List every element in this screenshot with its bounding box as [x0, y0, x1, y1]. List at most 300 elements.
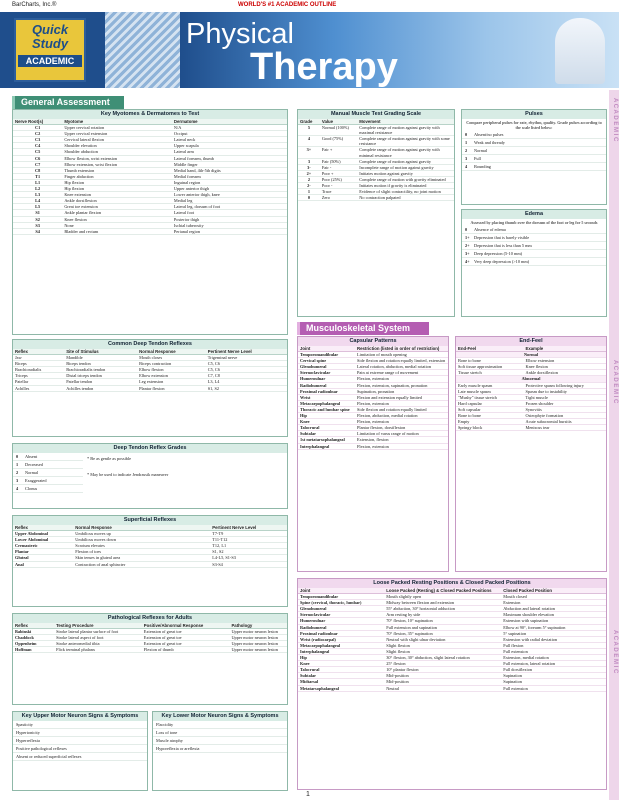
- table-row: [298, 125, 454, 136]
- table-cell: C6: [13, 155, 62, 161]
- table-cell: C5: [13, 149, 62, 155]
- col-header: Site of Stimulus: [64, 349, 137, 355]
- table-cell: Extension with radial deviation: [501, 636, 606, 642]
- table-cell: Patellar: [13, 379, 64, 385]
- table-cell: C4: [13, 143, 62, 149]
- table-cell: Patellar tendon: [64, 379, 137, 385]
- table-cell: Lateral rotation, abduction, medial rotation: [355, 364, 448, 370]
- table-cell: Flexion, extension: [355, 400, 448, 406]
- title-line2: Therapy: [250, 46, 398, 88]
- table-cell: Full extension: [501, 685, 606, 691]
- table-cell: Flexion, abduction, medial rotation: [355, 413, 448, 419]
- table-cell: T12, L1: [210, 543, 287, 549]
- table-cell: Plantar flexion: [137, 385, 206, 391]
- table-cell: Elbow at 90°, forearm 5° supination: [501, 624, 606, 630]
- myotomes-table: [13, 119, 287, 235]
- pathological-body: [13, 629, 287, 653]
- table-cell: Proximal radioulnar: [298, 630, 384, 636]
- table-cell: Wrist (radiocarpal): [298, 636, 384, 642]
- table-cell: Lateral arm: [172, 149, 287, 155]
- table-cell: Stroke lateral plantar surface of foot: [54, 629, 142, 635]
- side-strip: [609, 90, 619, 800]
- table-cell: Ankle dorsiflexion: [524, 370, 607, 376]
- dtr-grades-title: Deep Tendon Reflex Grades: [13, 444, 287, 453]
- table-cell: Mouth closed: [501, 594, 606, 600]
- table-row: [13, 228, 287, 234]
- list-item: [13, 477, 83, 485]
- table-cell: Mouth slightly open: [384, 594, 501, 600]
- table-cell: Limitation of varus range of motion: [355, 431, 448, 437]
- col-header: Example: [524, 346, 607, 352]
- table-cell: 0: [298, 195, 320, 201]
- list-item-text: Normal: [474, 148, 488, 153]
- list-item-key: 1+: [465, 235, 470, 240]
- table-cell: Incomplete range of motion against gravity: [357, 164, 454, 170]
- table-cell: Complete range of motion against gravity: [357, 158, 454, 164]
- list-item-text: Deep depression (5-10 mm): [474, 251, 523, 256]
- table-cell: Flexion of toes: [73, 549, 210, 555]
- table-cell: Initiates motion against gravity: [357, 170, 454, 176]
- table-cell: Lower anterior thigh, knee: [172, 192, 287, 198]
- col-header: Movement: [357, 119, 454, 125]
- table-cell: Glenohumeral: [298, 606, 384, 612]
- table-cell: S1, S2: [210, 549, 287, 555]
- table-cell: Flexion, extension: [355, 376, 448, 382]
- table-cell: Full extension: [501, 648, 606, 654]
- table-cell: Flexion and extension equally limited: [355, 394, 448, 400]
- table-cell: Trace: [320, 189, 357, 195]
- table-cell: Tissue stretch: [456, 370, 524, 376]
- table-cell: Hip: [298, 413, 355, 419]
- table-cell: C7: [13, 161, 62, 167]
- table-cell: C8: [13, 167, 62, 173]
- table-cell: N/A: [172, 125, 287, 131]
- table-cell: Metacarpophalangeal: [298, 400, 355, 406]
- table-cell: Anal: [13, 561, 73, 567]
- table-cell: Arm resting by side: [384, 612, 501, 618]
- dtr-grades-note2: * May be used to indicate Jendrassik maneuver: [87, 472, 169, 477]
- dtr-body: [13, 355, 287, 392]
- table-cell: Pain at extreme range of movement: [355, 370, 448, 376]
- table-cell: 10° plantar flexion: [384, 667, 501, 673]
- list-item: [13, 469, 83, 477]
- list-item-text: Exaggerated: [25, 478, 47, 483]
- table-cell: Osteophyte formation: [524, 413, 607, 419]
- table-cell: T7-T9: [210, 531, 287, 537]
- table-cell: S1, S2: [206, 385, 287, 391]
- table-cell: Wrist: [298, 394, 355, 400]
- table-cell: Mandible: [64, 355, 137, 361]
- list-item: [13, 485, 83, 493]
- table-cell: 3: [298, 158, 320, 164]
- col-header: Nerve Root(s): [13, 119, 62, 125]
- table-cell: S4: [13, 228, 62, 234]
- table-cell: C5, C6: [206, 367, 287, 373]
- superficial-box: [12, 515, 288, 607]
- table-cell: Fair (50%): [320, 158, 357, 164]
- table-cell: Upper cervical rotation: [62, 125, 172, 131]
- table-cell: Thoracic and lumbar spine: [298, 406, 355, 412]
- col-header: Normal Response: [73, 525, 210, 531]
- table-cell: Fair +: [320, 147, 357, 158]
- page-number: 1: [306, 791, 310, 798]
- table-row: [298, 443, 448, 449]
- table-cell: Medial forearm: [172, 173, 287, 179]
- table-cell: "Mushy" tissue stretch: [456, 394, 524, 400]
- col-header: Reflex: [13, 349, 64, 355]
- table-cell: Ankle plantar flexion: [62, 210, 172, 216]
- list-item-key: 4: [465, 164, 468, 169]
- table-cell: Spasm due to instability: [524, 388, 607, 394]
- table-cell: S3: [13, 222, 62, 228]
- table-cell: Mouth closes: [137, 355, 206, 361]
- table-row: [13, 385, 287, 391]
- table-cell: 1: [298, 189, 320, 195]
- list-item: Hyperreflexia: [13, 737, 147, 745]
- col-header: Joint: [298, 346, 355, 352]
- logo-study: Study: [31, 36, 69, 51]
- table-cell: Evidence of slight contractility, no joint motion: [357, 189, 454, 195]
- table-cell: Slight flexion: [384, 642, 501, 648]
- col-header: Pertinent Nerve Level: [206, 349, 287, 355]
- table-cell: Knee flexion: [62, 216, 172, 222]
- table-cell: L2: [13, 186, 62, 192]
- table-row: [298, 358, 448, 364]
- list-item-text: Bounding: [474, 164, 491, 169]
- table-cell: Achilles: [13, 385, 64, 391]
- side-word: A C A D E M I C: [612, 98, 618, 142]
- mmt-body: [298, 125, 454, 201]
- table-cell: C1: [13, 125, 62, 131]
- table-cell: Elbow extension: [137, 373, 206, 379]
- table-cell: Spine (cervical, thoracic, lumbar): [298, 600, 384, 606]
- table-row: [298, 189, 454, 195]
- table-cell: C2: [13, 131, 62, 137]
- table-row: [298, 136, 454, 147]
- list-item-text: Clonus: [25, 486, 38, 491]
- table-row: [298, 364, 448, 370]
- pulses-box: [461, 109, 607, 205]
- col-header: Reflex: [13, 525, 73, 531]
- list-item-key: 4: [16, 486, 19, 491]
- packed-table: [298, 588, 606, 692]
- list-item: Absent or reduced superficial reflexes: [13, 753, 147, 761]
- table-cell: Inguinal region: [172, 179, 287, 185]
- umn-list: [13, 721, 147, 761]
- table-cell: Midtarsal: [298, 679, 384, 685]
- list-item: [462, 131, 606, 139]
- table-cell: Radiohumeral: [298, 624, 384, 630]
- table-cell: Perianal region: [172, 228, 287, 234]
- table-cell: Upper anterior thigh: [172, 186, 287, 192]
- table-cell: Biceps: [13, 361, 64, 367]
- lmn-list: [153, 721, 287, 753]
- dtr-grades-box: [12, 443, 288, 509]
- table-cell: Knee extension: [62, 192, 172, 198]
- banner-pattern: [105, 12, 180, 88]
- col-header: Joint: [298, 588, 384, 594]
- table-cell: Brachioradialis: [13, 367, 64, 373]
- table-cell: S1: [13, 210, 62, 216]
- umn-box: [12, 711, 148, 791]
- table-cell: Medial hand, 4th-5th digits: [172, 167, 287, 173]
- header-banner: [0, 12, 619, 88]
- table-cell: C3: [13, 137, 62, 143]
- col-header: Pathology: [229, 623, 287, 629]
- lmn-box: [152, 711, 288, 791]
- table-cell: L1: [13, 179, 62, 185]
- list-item: [462, 139, 606, 147]
- mmt-box: [297, 109, 455, 317]
- edema-title: Edema: [462, 210, 606, 219]
- list-item: [462, 163, 606, 171]
- table-cell: Stroke anteromedial tibia: [54, 641, 142, 647]
- table-cell: Talocrural: [298, 425, 355, 431]
- table-cell: Humeroulnar: [298, 376, 355, 382]
- table-cell: Metatarsophalangeal: [298, 685, 384, 691]
- table-cell: Finger abduction: [62, 173, 172, 179]
- table-cell: Elbow flexion, wrist extension: [62, 155, 172, 161]
- packed-title: Loose Packed Resting Positions & Closed Packed Positions: [298, 579, 606, 588]
- table-cell: Interphalangeal: [298, 443, 355, 449]
- lmn-title: Key Lower Motor Neuron Signs & Symptoms: [153, 712, 287, 721]
- table-row: [13, 561, 287, 567]
- list-item-key: 2: [465, 148, 468, 153]
- table-cell: Posterior thigh: [172, 216, 287, 222]
- table-cell: Full dorsiflexion: [501, 667, 606, 673]
- table-cell: L5: [13, 204, 62, 210]
- col-header: End-Feel: [456, 346, 524, 352]
- logo-quick: Quick: [31, 22, 69, 37]
- table-cell: 2: [298, 176, 320, 182]
- list-item-key: 3: [465, 156, 468, 161]
- table-cell: Biceps tendon: [64, 361, 137, 367]
- list-item-key: 3: [16, 478, 19, 483]
- table-cell: Oppenheim: [13, 641, 54, 647]
- table-cell: Upper motor neuron lesion: [229, 635, 287, 641]
- table-cell: 55° abduction, 30° horizontal adduction: [384, 606, 501, 612]
- table-cell: Cervical lateral flexion: [62, 137, 172, 143]
- table-cell: Leg extension: [137, 379, 206, 385]
- table-cell: Sternoclavicular: [298, 370, 355, 376]
- list-item: Spasticity: [13, 721, 147, 729]
- edema-list: [462, 226, 606, 266]
- packed-body: [298, 594, 606, 692]
- dtr-grades-list: [13, 453, 83, 493]
- table-cell: Plantar flexion, dorsiflexion: [355, 425, 448, 431]
- list-item-key: 0: [16, 454, 19, 459]
- table-cell: Mid-position: [384, 673, 501, 679]
- table-row: [456, 425, 606, 431]
- table-cell: Hard capsular: [456, 400, 524, 406]
- table-cell: Ankle dorsiflexion: [62, 198, 172, 204]
- table-cell: 5: [298, 125, 320, 136]
- list-item-text: Weak and thready: [474, 140, 505, 145]
- col-header: Grade: [298, 119, 320, 125]
- table-row: [298, 147, 454, 158]
- side-word: A C A D E M I C: [612, 360, 618, 404]
- endfeel-table: [456, 346, 606, 431]
- capsular-box: [297, 336, 449, 572]
- table-cell: Knee flexion: [524, 364, 607, 370]
- list-item: [462, 147, 606, 155]
- table-cell: 4: [298, 136, 320, 147]
- publisher: BarCharts, Inc.®: [12, 2, 57, 8]
- table-cell: Interphalangeal: [298, 648, 384, 654]
- table-cell: Good (75%): [320, 136, 357, 147]
- table-cell: Maximum shoulder elevation: [501, 612, 606, 618]
- table-cell: Extension, flexion: [355, 437, 448, 443]
- superficial-body: [13, 531, 287, 568]
- col-header: Positive/Abnormal Response: [142, 623, 230, 629]
- list-item-text: Decreased: [25, 462, 43, 467]
- table-cell: Bladder and rectum: [62, 228, 172, 234]
- table-cell: L4-L5, S1-S3: [210, 555, 287, 561]
- dtr-box: [12, 339, 288, 437]
- table-cell: T11-T12: [210, 537, 287, 543]
- list-item-text: Normal: [25, 470, 39, 475]
- table-cell: Late muscle spasm: [456, 388, 524, 394]
- table-cell: Protective spasm following injury: [524, 382, 607, 388]
- table-cell: Side flexion and rotation equally limited, extension: [355, 358, 448, 364]
- table-cell: Complete range of motion against gravity with some resistance: [357, 136, 454, 147]
- table-cell: Elbow flexion: [137, 367, 206, 373]
- table-cell: Middle finger: [172, 161, 287, 167]
- table-row: [456, 382, 606, 388]
- table-cell: Temporomandibular: [298, 352, 355, 358]
- myotomes-table-box: [12, 109, 288, 335]
- table-cell: Skin tenses in gluteal area: [73, 555, 210, 561]
- table-cell: Elbow extension, wrist flexion: [62, 161, 172, 167]
- pathological-box: [12, 613, 288, 705]
- table-cell: Bone to bone: [456, 358, 524, 364]
- table-cell: Glenohumeral: [298, 364, 355, 370]
- list-item-text: Very deep depression (>10 mm): [474, 259, 530, 264]
- packed-box: [297, 578, 607, 790]
- list-item-key: 0: [465, 132, 468, 137]
- list-item-key: 0: [465, 227, 468, 232]
- table-cell: None: [62, 222, 172, 228]
- table-cell: Occiput: [172, 131, 287, 137]
- col-header: Loose Packed (Resting) & Closed Packed Positions: [384, 588, 501, 594]
- table-cell: Acute subacromial bursitis: [524, 419, 607, 425]
- list-item-text: Depression that is barely visible: [474, 235, 530, 240]
- table-cell: Extension: [501, 600, 606, 606]
- table-row: [298, 195, 454, 201]
- col-header: Restriction (listed in order of restriction): [355, 346, 448, 352]
- table-cell: 3+: [298, 147, 320, 158]
- table-cell: L4: [13, 198, 62, 204]
- table-cell: Poor -: [320, 183, 357, 189]
- table-cell: Brachioradialis tendon: [64, 367, 137, 373]
- subheader-cell: Abnormal: [456, 376, 606, 382]
- table-cell: Great toe extension: [62, 204, 172, 210]
- table-cell: Zero: [320, 195, 357, 201]
- table-cell: Sternoclavicular: [298, 612, 384, 618]
- endfeel-box: [455, 336, 607, 572]
- table-cell: Hip flexion: [62, 179, 172, 185]
- table-cell: Triceps: [13, 373, 64, 379]
- table-cell: Neutral: [384, 685, 501, 691]
- table-cell: Side flexion and rotation equally limited: [355, 406, 448, 412]
- table-cell: Cervical spine: [298, 358, 355, 364]
- table-cell: Supination, pronation: [355, 388, 448, 394]
- pathological-title: Pathological Reflexes for Adults: [13, 614, 287, 623]
- table-cell: Bone to bone: [456, 413, 524, 419]
- table-cell: Fair -: [320, 164, 357, 170]
- table-cell: Full extension and supination: [384, 624, 501, 630]
- list-item: Flaccidity: [153, 721, 287, 729]
- table-cell: Gluteal: [13, 555, 73, 561]
- table-cell: Synovitis: [524, 406, 607, 412]
- table-cell: Elbow extension: [524, 358, 607, 364]
- table-cell: Midway between flexion and extension: [384, 600, 501, 606]
- superficial-title: Superficial Reflexes: [13, 516, 287, 525]
- capsular-title: Capsular Patterns: [298, 337, 448, 346]
- table-cell: Cremasteric: [13, 543, 73, 549]
- table-cell: Upper scapula: [172, 143, 287, 149]
- table-cell: 2-: [298, 183, 320, 189]
- table-cell: Soft tissue approximation: [456, 364, 524, 370]
- umn-title: Key Upper Motor Neuron Signs & Symptoms: [13, 712, 147, 721]
- list-item-key: 4+: [465, 259, 470, 264]
- table-cell: Extension of great toe: [142, 641, 230, 647]
- table-cell: Hoffman: [13, 647, 54, 653]
- table-cell: Shoulder elevation: [62, 143, 172, 149]
- table-cell: Poor (25%): [320, 176, 357, 182]
- table-cell: Abduction and lateral rotation: [501, 606, 606, 612]
- pathological-table: [13, 623, 287, 653]
- myotomes-body: [13, 125, 287, 235]
- list-item: Positive pathological reflexes: [13, 745, 147, 753]
- table-cell: 2+: [298, 170, 320, 176]
- col-header: Pertinent Nerve Level: [210, 525, 287, 531]
- list-item-key: 3+: [465, 251, 470, 256]
- pulses-intro: Compare peripheral pulses for rate, rhythm, quality. Grade pulses according to the scale listed below:: [466, 120, 602, 130]
- table-cell: Limitation of mouth opening: [355, 352, 448, 358]
- table-cell: L3: [13, 192, 62, 198]
- capsular-body: [298, 352, 448, 450]
- subheader-cell: Normal: [456, 352, 606, 358]
- doctor-image: [555, 18, 605, 84]
- table-cell: 5° supination: [501, 630, 606, 636]
- table-cell: Proximal radioulnar: [298, 388, 355, 394]
- table-row: [298, 406, 448, 412]
- list-item: [13, 461, 83, 469]
- table-cell: Upper motor neuron lesion: [229, 641, 287, 647]
- table-cell: Biceps contraction: [137, 361, 206, 367]
- table-row: [298, 158, 454, 164]
- logo-academic: ACADEMIC: [18, 55, 82, 67]
- list-item-text: Absent/no pulses: [474, 132, 504, 137]
- top-line: [0, 0, 619, 12]
- table-cell: Flexion, extension, supination, pronation: [355, 382, 448, 388]
- col-header: Myotome: [62, 119, 172, 125]
- table-cell: Shoulder abduction: [62, 149, 172, 155]
- table-cell: 70° flexion, 35° supination: [384, 630, 501, 636]
- table-cell: Upper motor neuron lesion: [229, 647, 287, 653]
- table-cell: T1: [13, 173, 62, 179]
- table-cell: 1st metatarsophalangeal: [298, 437, 355, 443]
- table-cell: Extension of great toe: [142, 635, 230, 641]
- list-item: [462, 258, 606, 266]
- table-cell: Scrotum elevates: [73, 543, 210, 549]
- table-cell: Supination: [501, 673, 606, 679]
- list-item-text: Depression that is less than 5 mm: [474, 243, 532, 248]
- list-item: Muscle atrophy: [153, 737, 287, 745]
- table-cell: Normal (100%): [320, 125, 357, 136]
- table-cell: Radiohumeral: [298, 382, 355, 388]
